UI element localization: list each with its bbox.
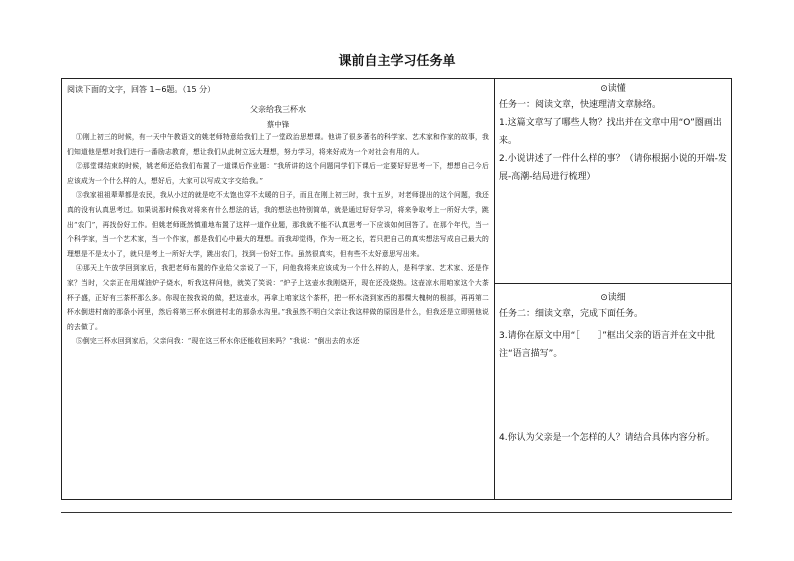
task-section-detail — [499, 291, 727, 363]
question-4-block — [499, 429, 727, 447]
section-heading-understand: ⊙读懂 — [600, 84, 626, 94]
task-section-understand — [499, 82, 727, 186]
paragraph-4: ④那天上午放学回到家后，我把老师布置的作业给父亲说了一下，问他我将来应该成为一个什么样的人，是科学家、艺术家、还是作家？当时，父亲正在用煤油炉子烧水，听我这样问他，就笑了笑说：“炉子上这壶水我刚烧开，现在还没烧热。这壶凉水用咱家这个大茶杯子盛，正好有三茶杯那么多。你现在按我说的做，把这壶水，再拿上咱家这个茶杯，把一杯水浇到家西的那棵大槐树的根部，再再第二杯水倒进村南的那条小河里，然后将第三杯水倒进村北的那条水沟里。”我虽然不明白父亲让我这样做的原因是什么，但我还是立即照他说的去做了。 — [67, 264, 489, 331]
column-divider — [494, 79, 495, 499]
task-sheet-table — [61, 78, 732, 500]
question-4: 4.你认为父亲是一个怎样的人？请结合具体内容分析。 — [499, 433, 715, 443]
paragraph-3: ③我家祖祖辈辈都是农民，我从小过的就是吃不太饱也穿不太暖的日子，而且在刚上初三时，我十五岁，对老师提出的这个问题，我还真的没有认真思考过。如果说那时候我对将来有什么想法的话，我的想法也特别简单，就是通过好好学习，将来争取考上一所好大学，跳出“农门”，再找份好工作。但姚老师既然慎重地布置了这样一道作业题，那我就不能不认真思考一下应该如何回答了。在那个年代，当一个科学家，当一个艺术家，当一个作家，都是我们心中最大的理想。而我却觉得，作为一班之长，若只把自己的真实想法写成自己最大的理想是不是太小了，就只是考上一所好大学，跳出农门，找到一份好工作。虽然很真实，但有些不太好意思写出来。 — [67, 191, 489, 258]
page-title: 课前自主学习任务单 — [338, 54, 456, 69]
row-divider — [494, 283, 731, 284]
question-1: 1.这篇文章写了哪些人物？找出并在文章中用“O”圈画出来。 — [499, 118, 722, 146]
paragraph-5: ⑤倒完三杯水回到家后，父亲问我：“现在这三杯水你还能收回来吗？”我说：“倒出去的水还 — [75, 337, 360, 346]
paragraph-1: ①刚上初三的时候，有一天中午教语文的姚老师特意给我们上了一堂政治思想课。他讲了很多著名的科学家、艺术家和作家的故事，我们知道他是想对我们进行一番励志教育，想让我们从此树立远大理想，努力学习，将来好成为一个对社会有用的人。 — [67, 133, 489, 156]
passage-instructions: 阅读下面的文字，回答 1~6题。（15 分） — [67, 85, 216, 94]
task-one: 任务一：阅读文章，快速理清文章脉络。 — [499, 100, 662, 110]
question-2: 2.小说讲述了一件什么样的事？（请你根据小说的开端-发展-高潮-结局进行梳理） — [499, 154, 727, 182]
question-3: 3.请你在原文中用“［ ］”框出父亲的语言并在文中批注“语言描写”。 — [499, 331, 715, 359]
reading-passage — [67, 84, 489, 349]
section-heading-detail: ⊙读细 — [600, 293, 626, 303]
story-author: 蔡中锋 — [266, 120, 290, 129]
paragraph-2: ②那堂课结束的时候，姚老师还给我们布置了一道课后作业题：“我所讲的这个问题同学们下课后一定要好好思考一下，想想自己今后应该成为一个什么样的人，想好后，大家可以写成文字交给我。” — [67, 162, 489, 185]
task-two: 任务二：细读文章，完成下面任务。 — [499, 309, 644, 319]
story-title: 父亲给我三杯水 — [250, 105, 306, 114]
page-bottom-rule — [61, 512, 732, 513]
